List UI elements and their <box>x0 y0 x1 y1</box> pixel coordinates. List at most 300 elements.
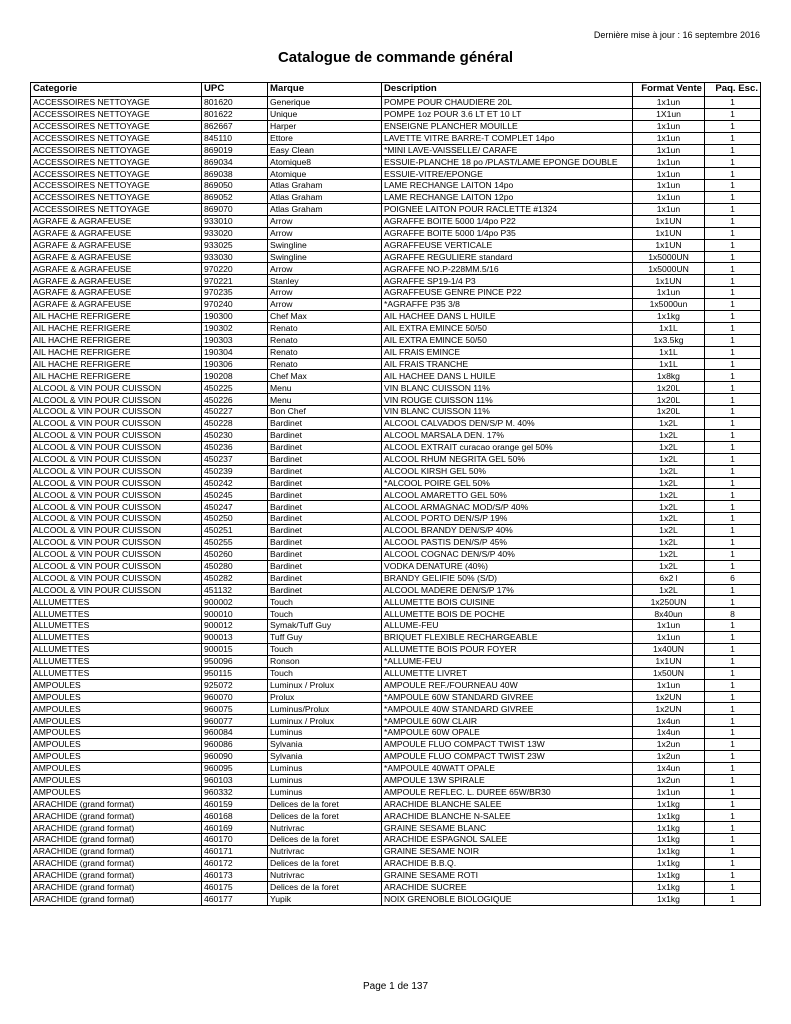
cell-categorie: ACCESSOIRES NETTOYAGE <box>31 168 202 180</box>
cell-upc: 900015 <box>202 643 268 655</box>
cell-format-vente: 1x1L <box>633 346 705 358</box>
cell-description: ALCOOL PORTO DEN/S/P 19% <box>382 513 633 525</box>
column-header-categorie: Categorie <box>31 83 202 97</box>
cell-marque: Luminus <box>268 727 382 739</box>
cell-categorie: ALLUMETTES <box>31 643 202 655</box>
cell-upc: 450239 <box>202 465 268 477</box>
table-row <box>31 762 761 774</box>
cell-marque: Delices de la foret <box>268 810 382 822</box>
cell-format-vente: 1x1un <box>633 132 705 144</box>
cell-upc: 950096 <box>202 655 268 667</box>
cell-categorie: AGRAFE & AGRAFEUSE <box>31 287 202 299</box>
cell-categorie: ACCESSOIRES NETTOYAGE <box>31 180 202 192</box>
cell-paq-esc: 1 <box>705 465 761 477</box>
cell-categorie: ALCOOL & VIN POUR CUISSON <box>31 572 202 584</box>
cell-upc: 900010 <box>202 608 268 620</box>
cell-paq-esc: 1 <box>705 810 761 822</box>
table-row <box>31 406 761 418</box>
cell-marque: Atlas Graham <box>268 192 382 204</box>
cell-format-vente: 1x2L <box>633 441 705 453</box>
cell-description: NOIX GRENOBLE BIOLOGIQUE <box>382 893 633 905</box>
table-row <box>31 287 761 299</box>
table-row <box>31 97 761 109</box>
cell-format-vente: 1x1kg <box>633 798 705 810</box>
cell-description: AIL HACHEE DANS L HUILE <box>382 311 633 323</box>
table-row <box>31 560 761 572</box>
cell-format-vente: 1x3.5kg <box>633 334 705 346</box>
cell-format-vente: 1x2L <box>633 453 705 465</box>
cell-upc: 869038 <box>202 168 268 180</box>
cell-categorie: ALCOOL & VIN POUR CUISSON <box>31 453 202 465</box>
cell-categorie: ALCOOL & VIN POUR CUISSON <box>31 429 202 441</box>
cell-description: ALCOOL MADERE DEN/S/P 17% <box>382 584 633 596</box>
cell-description: ALCOOL EXTRAIT curacao orange gel 50% <box>382 441 633 453</box>
cell-categorie: ACCESSOIRES NETTOYAGE <box>31 132 202 144</box>
cell-paq-esc: 1 <box>705 144 761 156</box>
cell-description: GRAINE SESAME ROTI <box>382 869 633 881</box>
cell-description: ESSUIE-PLANCHE 18 po /PLAST/LAME EPONGE DOUBLE <box>382 156 633 168</box>
cell-categorie: ALCOOL & VIN POUR CUISSON <box>31 525 202 537</box>
cell-categorie: ALCOOL & VIN POUR CUISSON <box>31 382 202 394</box>
cell-format-vente: 1x1L <box>633 322 705 334</box>
cell-marque: Sylvania <box>268 739 382 751</box>
cell-marque: Renato <box>268 346 382 358</box>
cell-categorie: AGRAFE & AGRAFEUSE <box>31 263 202 275</box>
cell-paq-esc: 1 <box>705 798 761 810</box>
cell-format-vente: 1x4un <box>633 715 705 727</box>
last-updated: Dernière mise à jour : 16 septembre 2016 <box>593 30 760 40</box>
cell-categorie: ACCESSOIRES NETTOYAGE <box>31 204 202 216</box>
cell-description: ALLUME-FEU <box>382 620 633 632</box>
cell-categorie: AIL HACHE REFRIGERE <box>31 358 202 370</box>
cell-marque: Bardinet <box>268 429 382 441</box>
cell-upc: 450230 <box>202 429 268 441</box>
cell-format-vente: 8x40un <box>633 608 705 620</box>
cell-marque: Easy Clean <box>268 144 382 156</box>
cell-marque: Touch <box>268 608 382 620</box>
cell-paq-esc: 1 <box>705 786 761 798</box>
cell-format-vente: 1x2L <box>633 560 705 572</box>
cell-upc: 190304 <box>202 346 268 358</box>
cell-upc: 933025 <box>202 239 268 251</box>
cell-format-vente: 1x20L <box>633 394 705 406</box>
cell-description: LAME RECHANGE LAITON 12po <box>382 192 633 204</box>
cell-marque: Stanley <box>268 275 382 287</box>
cell-marque: Delices de la foret <box>268 798 382 810</box>
cell-description: ALCOOL MARSALA DEN. 17% <box>382 429 633 441</box>
cell-marque: Bardinet <box>268 584 382 596</box>
table-row <box>31 477 761 489</box>
cell-paq-esc: 1 <box>705 418 761 430</box>
cell-upc: 190303 <box>202 334 268 346</box>
cell-upc: 450237 <box>202 453 268 465</box>
cell-categorie: ARACHIDE (grand format) <box>31 858 202 870</box>
table-row <box>31 834 761 846</box>
cell-format-vente: 1x1UN <box>633 215 705 227</box>
cell-paq-esc: 1 <box>705 204 761 216</box>
cell-paq-esc: 1 <box>705 596 761 608</box>
cell-format-vente: 1x20L <box>633 406 705 418</box>
cell-paq-esc: 1 <box>705 703 761 715</box>
cell-description: AIL FRAIS EMINCE <box>382 346 633 358</box>
column-header-marque: Marque <box>268 83 382 97</box>
cell-format-vente: 1x1un <box>633 192 705 204</box>
cell-paq-esc: 1 <box>705 358 761 370</box>
cell-format-vente: 1x1kg <box>633 893 705 905</box>
cell-marque: Chef Max <box>268 311 382 323</box>
cell-categorie: ALCOOL & VIN POUR CUISSON <box>31 584 202 596</box>
cell-categorie: ALCOOL & VIN POUR CUISSON <box>31 465 202 477</box>
cell-format-vente: 1x5000UN <box>633 263 705 275</box>
cell-upc: 970235 <box>202 287 268 299</box>
cell-upc: 845110 <box>202 132 268 144</box>
table-row <box>31 727 761 739</box>
cell-marque: Renato <box>268 322 382 334</box>
cell-upc: 450255 <box>202 536 268 548</box>
cell-format-vente: 1x1un <box>633 180 705 192</box>
cell-upc: 190306 <box>202 358 268 370</box>
cell-marque: Luminus <box>268 774 382 786</box>
cell-marque: Luminux / Prolux <box>268 715 382 727</box>
cell-upc: 970221 <box>202 275 268 287</box>
table-row <box>31 501 761 513</box>
catalog-table <box>30 82 761 906</box>
cell-format-vente: 1x2L <box>633 536 705 548</box>
cell-paq-esc: 1 <box>705 215 761 227</box>
cell-marque: Arrow <box>268 227 382 239</box>
cell-description: ARACHIDE BLANCHE N-SALEE <box>382 810 633 822</box>
cell-upc: 801620 <box>202 97 268 109</box>
cell-upc: 869052 <box>202 192 268 204</box>
cell-format-vente: 1x20L <box>633 382 705 394</box>
cell-paq-esc: 1 <box>705 453 761 465</box>
cell-upc: 960332 <box>202 786 268 798</box>
table-row <box>31 536 761 548</box>
table-row <box>31 643 761 655</box>
table-row <box>31 858 761 870</box>
cell-marque: Bardinet <box>268 465 382 477</box>
catalog-body <box>31 97 761 906</box>
cell-marque: Delices de la foret <box>268 858 382 870</box>
cell-upc: 960077 <box>202 715 268 727</box>
cell-marque: Bardinet <box>268 548 382 560</box>
cell-upc: 970240 <box>202 299 268 311</box>
cell-description: AGRAFFE SP19-1/4 P3 <box>382 275 633 287</box>
cell-paq-esc: 1 <box>705 263 761 275</box>
table-row <box>31 346 761 358</box>
cell-marque: Chef Max <box>268 370 382 382</box>
table-row <box>31 311 761 323</box>
cell-upc: 450236 <box>202 441 268 453</box>
cell-description: AGRAFFE BOITE 5000 1/4po P35 <box>382 227 633 239</box>
cell-format-vente: 1x1kg <box>633 834 705 846</box>
cell-upc: 190208 <box>202 370 268 382</box>
cell-description: AGRAFFE BOITE 5000 1/4po P22 <box>382 215 633 227</box>
cell-format-vente: 1x1un <box>633 168 705 180</box>
cell-upc: 450226 <box>202 394 268 406</box>
table-row <box>31 334 761 346</box>
table-row <box>31 739 761 751</box>
cell-upc: 950115 <box>202 667 268 679</box>
cell-upc: 450227 <box>202 406 268 418</box>
cell-paq-esc: 1 <box>705 477 761 489</box>
column-header-upc: UPC <box>202 83 268 97</box>
cell-upc: 960090 <box>202 750 268 762</box>
cell-paq-esc: 1 <box>705 667 761 679</box>
cell-marque: Luminus <box>268 762 382 774</box>
cell-description: ALCOOL AMARETTO GEL 50% <box>382 489 633 501</box>
cell-categorie: AGRAFE & AGRAFEUSE <box>31 275 202 287</box>
cell-marque: Delices de la foret <box>268 881 382 893</box>
table-row <box>31 691 761 703</box>
cell-format-vente: 1x2L <box>633 513 705 525</box>
cell-description: VIN BLANC CUISSON 11% <box>382 406 633 418</box>
cell-paq-esc: 1 <box>705 762 761 774</box>
cell-description: POMPE POUR CHAUDIERE 20L <box>382 97 633 109</box>
cell-description: AMPOULE REF./FOURNEAU 40W <box>382 679 633 691</box>
cell-marque: Bardinet <box>268 572 382 584</box>
cell-upc: 460172 <box>202 858 268 870</box>
table-row <box>31 822 761 834</box>
table-row <box>31 418 761 430</box>
cell-paq-esc: 1 <box>705 893 761 905</box>
table-header-row <box>31 83 761 97</box>
table-row <box>31 192 761 204</box>
cell-marque: Bardinet <box>268 477 382 489</box>
cell-categorie: AMPOULES <box>31 786 202 798</box>
cell-description: AGRAFFE REGULIERE standard <box>382 251 633 263</box>
cell-marque: Atlas Graham <box>268 180 382 192</box>
cell-upc: 451132 <box>202 584 268 596</box>
cell-paq-esc: 1 <box>705 334 761 346</box>
cell-paq-esc: 1 <box>705 513 761 525</box>
cell-marque: Atomique8 <box>268 156 382 168</box>
cell-description: AGRAFFEUSE VERTICALE <box>382 239 633 251</box>
cell-marque: Generique <box>268 97 382 109</box>
table-row <box>31 441 761 453</box>
table-row <box>31 429 761 441</box>
cell-format-vente: 1x1un <box>633 156 705 168</box>
cell-categorie: ACCESSOIRES NETTOYAGE <box>31 97 202 109</box>
column-header-paq-esc: Paq. Esc. <box>705 83 761 97</box>
cell-description: ALCOOL PASTIS DEN/S/P 45% <box>382 536 633 548</box>
cell-paq-esc: 6 <box>705 572 761 584</box>
table-row <box>31 299 761 311</box>
cell-paq-esc: 1 <box>705 679 761 691</box>
cell-categorie: AGRAFE & AGRAFEUSE <box>31 239 202 251</box>
cell-upc: 925072 <box>202 679 268 691</box>
cell-categorie: AMPOULES <box>31 762 202 774</box>
table-row <box>31 632 761 644</box>
page-number: Page 1 de 137 <box>362 981 429 992</box>
cell-format-vente: 1x2L <box>633 429 705 441</box>
cell-description: AMPOULE REFLEC. L. DUREE 65W/BR30 <box>382 786 633 798</box>
cell-categorie: ALCOOL & VIN POUR CUISSON <box>31 489 202 501</box>
cell-format-vente: 1x2UN <box>633 703 705 715</box>
cell-upc: 460175 <box>202 881 268 893</box>
cell-paq-esc: 1 <box>705 382 761 394</box>
cell-format-vente: 1x2L <box>633 465 705 477</box>
cell-paq-esc: 1 <box>705 287 761 299</box>
cell-format-vente: 1x8kg <box>633 370 705 382</box>
cell-paq-esc: 1 <box>705 643 761 655</box>
cell-categorie: AIL HACHE REFRIGERE <box>31 370 202 382</box>
cell-description: ARACHIDE ESPAGNOL SALEE <box>382 834 633 846</box>
cell-marque: Bardinet <box>268 525 382 537</box>
cell-paq-esc: 1 <box>705 881 761 893</box>
cell-paq-esc: 1 <box>705 239 761 251</box>
cell-categorie: AMPOULES <box>31 774 202 786</box>
cell-description: AMPOULE FLUO COMPACT TWIST 13W <box>382 739 633 751</box>
cell-description: ALCOOL CALVADOS DEN/S/P M. 40% <box>382 418 633 430</box>
cell-paq-esc: 1 <box>705 97 761 109</box>
cell-format-vente: 1x1kg <box>633 822 705 834</box>
table-row <box>31 513 761 525</box>
table-row <box>31 655 761 667</box>
cell-paq-esc: 1 <box>705 632 761 644</box>
cell-categorie: ARACHIDE (grand format) <box>31 822 202 834</box>
cell-paq-esc: 1 <box>705 108 761 120</box>
cell-categorie: ARACHIDE (grand format) <box>31 846 202 858</box>
cell-upc: 450260 <box>202 548 268 560</box>
cell-paq-esc: 1 <box>705 394 761 406</box>
cell-marque: Prolux <box>268 691 382 703</box>
cell-format-vente: 1x2L <box>633 418 705 430</box>
cell-description: POMPE 1oz POUR 3.6 LT ET 10 LT <box>382 108 633 120</box>
table-row <box>31 596 761 608</box>
cell-format-vente: 1x1un <box>633 204 705 216</box>
table-row <box>31 679 761 691</box>
table-row <box>31 786 761 798</box>
table-row <box>31 774 761 786</box>
cell-description: *MINI LAVE-VAISSELLE/ CARAFE <box>382 144 633 156</box>
table-row <box>31 465 761 477</box>
cell-upc: 960070 <box>202 691 268 703</box>
cell-format-vente: 1x1un <box>633 786 705 798</box>
cell-marque: Bardinet <box>268 513 382 525</box>
cell-format-vente: 1x1un <box>633 144 705 156</box>
cell-categorie: ARACHIDE (grand format) <box>31 881 202 893</box>
cell-format-vente: 1x2L <box>633 584 705 596</box>
cell-format-vente: 1x2L <box>633 477 705 489</box>
cell-upc: 869019 <box>202 144 268 156</box>
cell-marque: Luminus/Prolux <box>268 703 382 715</box>
cell-description: VODKA DENATURE (40%) <box>382 560 633 572</box>
cell-categorie: AIL HACHE REFRIGERE <box>31 322 202 334</box>
table-row <box>31 703 761 715</box>
cell-paq-esc: 1 <box>705 858 761 870</box>
cell-categorie: AMPOULES <box>31 691 202 703</box>
cell-marque: Luminux / Prolux <box>268 679 382 691</box>
cell-format-vente: 1x1UN <box>633 655 705 667</box>
table-row <box>31 204 761 216</box>
cell-upc: 460171 <box>202 846 268 858</box>
cell-categorie: ALLUMETTES <box>31 608 202 620</box>
cell-categorie: ACCESSOIRES NETTOYAGE <box>31 108 202 120</box>
cell-upc: 450242 <box>202 477 268 489</box>
cell-categorie: AGRAFE & AGRAFEUSE <box>31 251 202 263</box>
cell-categorie: ARACHIDE (grand format) <box>31 869 202 881</box>
cell-categorie: AMPOULES <box>31 739 202 751</box>
cell-format-vente: 1x2UN <box>633 691 705 703</box>
cell-paq-esc: 1 <box>705 774 761 786</box>
cell-categorie: ACCESSOIRES NETTOYAGE <box>31 144 202 156</box>
table-row <box>31 144 761 156</box>
cell-upc: 450280 <box>202 560 268 572</box>
cell-description: BRIQUET FLEXIBLE RECHARGEABLE <box>382 632 633 644</box>
cell-upc: 869050 <box>202 180 268 192</box>
cell-format-vente: 1x1un <box>633 679 705 691</box>
page-title: Catalogue de commande général <box>277 49 514 66</box>
cell-marque: Renato <box>268 358 382 370</box>
cell-description: *AMPOULE 60W CLAIR <box>382 715 633 727</box>
cell-format-vente: 1x4un <box>633 727 705 739</box>
cell-categorie: ALLUMETTES <box>31 620 202 632</box>
table-row <box>31 489 761 501</box>
table-row <box>31 798 761 810</box>
cell-description: ARACHIDE BLANCHE SALEE <box>382 798 633 810</box>
cell-marque: Menu <box>268 382 382 394</box>
cell-marque: Harper <box>268 120 382 132</box>
cell-description: AIL HACHEE DANS L HUILE <box>382 370 633 382</box>
cell-categorie: ALLUMETTES <box>31 667 202 679</box>
table-row <box>31 846 761 858</box>
cell-description: ALCOOL RHUM NEGRITA GEL 50% <box>382 453 633 465</box>
cell-categorie: ACCESSOIRES NETTOYAGE <box>31 120 202 132</box>
cell-paq-esc: 1 <box>705 192 761 204</box>
cell-description: *AGRAFFE P35 3/8 <box>382 299 633 311</box>
cell-upc: 801622 <box>202 108 268 120</box>
table-row <box>31 548 761 560</box>
cell-categorie: ALLUMETTES <box>31 632 202 644</box>
cell-marque: Atomique <box>268 168 382 180</box>
table-row <box>31 358 761 370</box>
cell-paq-esc: 1 <box>705 739 761 751</box>
cell-upc: 933010 <box>202 215 268 227</box>
cell-paq-esc: 1 <box>705 156 761 168</box>
cell-upc: 862667 <box>202 120 268 132</box>
table-row <box>31 750 761 762</box>
cell-description: AMPOULE 13W SPIRALE <box>382 774 633 786</box>
cell-marque: Arrow <box>268 287 382 299</box>
cell-categorie: AGRAFE & AGRAFEUSE <box>31 299 202 311</box>
cell-upc: 460177 <box>202 893 268 905</box>
cell-categorie: AMPOULES <box>31 750 202 762</box>
table-row <box>31 881 761 893</box>
cell-format-vente: 1x250UN <box>633 596 705 608</box>
table-row <box>31 120 761 132</box>
cell-categorie: AGRAFE & AGRAFEUSE <box>31 215 202 227</box>
cell-categorie: ARACHIDE (grand format) <box>31 834 202 846</box>
cell-paq-esc: 1 <box>705 120 761 132</box>
cell-upc: 190302 <box>202 322 268 334</box>
cell-marque: Nutrivrac <box>268 822 382 834</box>
table-row <box>31 227 761 239</box>
table-row <box>31 394 761 406</box>
cell-marque: Sylvania <box>268 750 382 762</box>
cell-description: *AMPOULE 60W OPALE <box>382 727 633 739</box>
cell-upc: 450228 <box>202 418 268 430</box>
cell-paq-esc: 1 <box>705 346 761 358</box>
cell-format-vente: 1x50UN <box>633 667 705 679</box>
cell-paq-esc: 1 <box>705 322 761 334</box>
table-row <box>31 168 761 180</box>
cell-categorie: AMPOULES <box>31 727 202 739</box>
table-row <box>31 263 761 275</box>
cell-paq-esc: 1 <box>705 846 761 858</box>
cell-paq-esc: 8 <box>705 608 761 620</box>
table-row <box>31 215 761 227</box>
